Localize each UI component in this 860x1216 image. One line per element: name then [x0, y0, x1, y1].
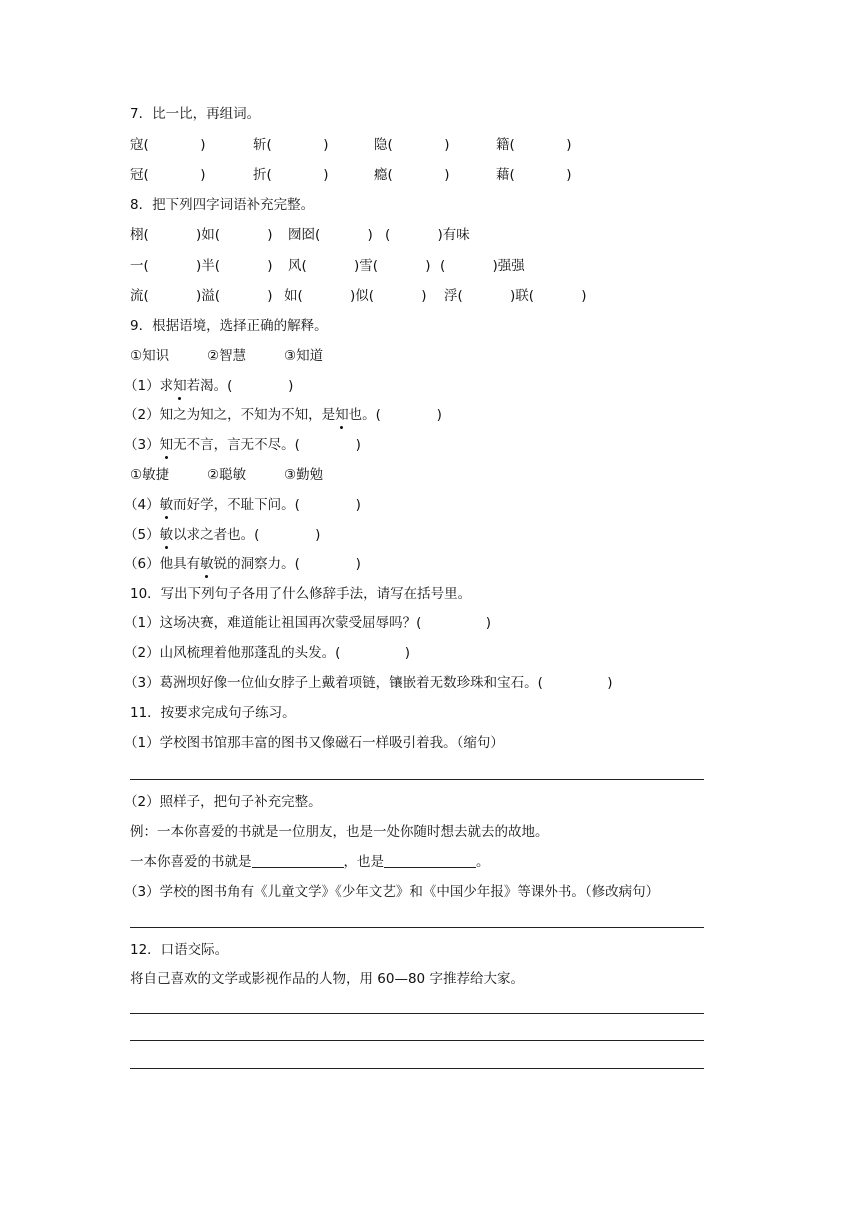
q9-s4: （4）敏而好学，不耻下问。( ): [124, 497, 361, 513]
q8-r2-c2: 风( )雪( ): [288, 258, 431, 274]
q11-fill-blank-1[interactable]: [252, 853, 344, 868]
q8-r1-c1: 栩( )如( ): [130, 227, 273, 243]
q12-answer-line-3[interactable]: [130, 1068, 704, 1069]
q9-opt2-b: ②聪敏: [207, 467, 247, 483]
q11-example: 例：一本你喜爱的书就是一位朋友，也是一处你随时想去就去的故地。: [130, 824, 549, 840]
q11-fill-blank-2[interactable]: [384, 853, 476, 868]
q9-s3: （3）知无不言，言无不尽。( ): [124, 437, 361, 453]
q7-r1-c4: 籍( ): [496, 137, 572, 153]
q7-r2-c1: 冠( ): [130, 167, 206, 183]
q11-answer-line-2[interactable]: [130, 927, 704, 928]
q11-answer-line-1[interactable]: [130, 779, 704, 780]
q7-title: 7．比一比，再组词。: [130, 106, 261, 122]
q7-r1-c1: 寇( ): [130, 137, 206, 153]
q11-s1: （1）学校图书馆那丰富的图书又像磁石一样吸引着我。（缩句）: [124, 735, 504, 751]
q7-r1-c2: 斩( ): [253, 137, 329, 153]
q10-s3: （3）葛洲坝好像一位仙女脖子上戴着项链，镶嵌着无数珍珠和宝石。( ): [124, 675, 613, 691]
q9-s2: （2）知之为知之，不知为不知，是知也。( ): [124, 407, 442, 423]
q10-title: 10．写出下列句子各用了什么修辞手法，请写在括号里。: [130, 586, 472, 602]
q11-s3: （3）学校的图书角有《儿童文学》《少年文艺》和《中国少年报》等课外书。（修改病句）: [124, 884, 660, 900]
q8-r3-c2: 如( )似( ): [284, 288, 427, 304]
q12-prompt: 将自己喜欢的文学或影视作品的人物，用 60—80 字推荐给大家。: [130, 971, 524, 987]
q9-opt1-c: ③知道: [284, 348, 324, 364]
q8-r2-c1: 一( )半( ): [130, 258, 273, 274]
q12-answer-line-1[interactable]: [130, 1013, 704, 1014]
q9-s1: （1）求知若渴。( ): [124, 378, 294, 394]
q11-title: 11．按要求完成句子练习。: [130, 705, 296, 721]
q8-r1-c3: ( )有味: [385, 227, 470, 243]
q8-r1-c2: 囫囵( ): [288, 227, 373, 243]
q9-opt2-c: ③勤勉: [284, 467, 324, 483]
q7-r2-c2: 折( ): [253, 167, 329, 183]
q9-opt2-a: ①敏捷: [130, 467, 170, 483]
q8-title: 8．把下列四字词语补充完整。: [130, 197, 315, 213]
q9-s6: （6）他具有敏锐的洞察力。( ): [124, 556, 361, 572]
q12-title: 12．口语交际。: [130, 942, 229, 958]
q11-s2: （2）照样子，把句子补充完整。: [124, 794, 322, 810]
q12-answer-line-2[interactable]: [130, 1040, 704, 1041]
q7-r1-c3: 隐( ): [374, 137, 450, 153]
q10-s1: （1）这场决赛，难道能让祖国再次蒙受屈辱吗？( ): [124, 615, 491, 631]
q9-s5: （5）敏以求之者也。( ): [124, 527, 321, 543]
q9-opt1-b: ②智慧: [207, 348, 247, 364]
q8-r2-c3: ( )强强: [440, 258, 525, 274]
q7-r2-c3: 瘾( ): [374, 167, 450, 183]
q10-s2: （2）山风梳理着他那蓬乱的头发。( ): [124, 645, 410, 661]
q9-opt1-a: ①知识: [130, 348, 170, 364]
q7-r2-c4: 藉( ): [496, 167, 572, 183]
q11-fill-sentence: 一本你喜爱的书就是 ，也是 。: [130, 854, 490, 870]
q8-r3-c3: 浮( )联( ): [444, 288, 587, 304]
q9-title: 9．根据语境，选择正确的解释。: [130, 318, 328, 334]
q8-r3-c1: 流( )溢( ): [130, 288, 273, 304]
